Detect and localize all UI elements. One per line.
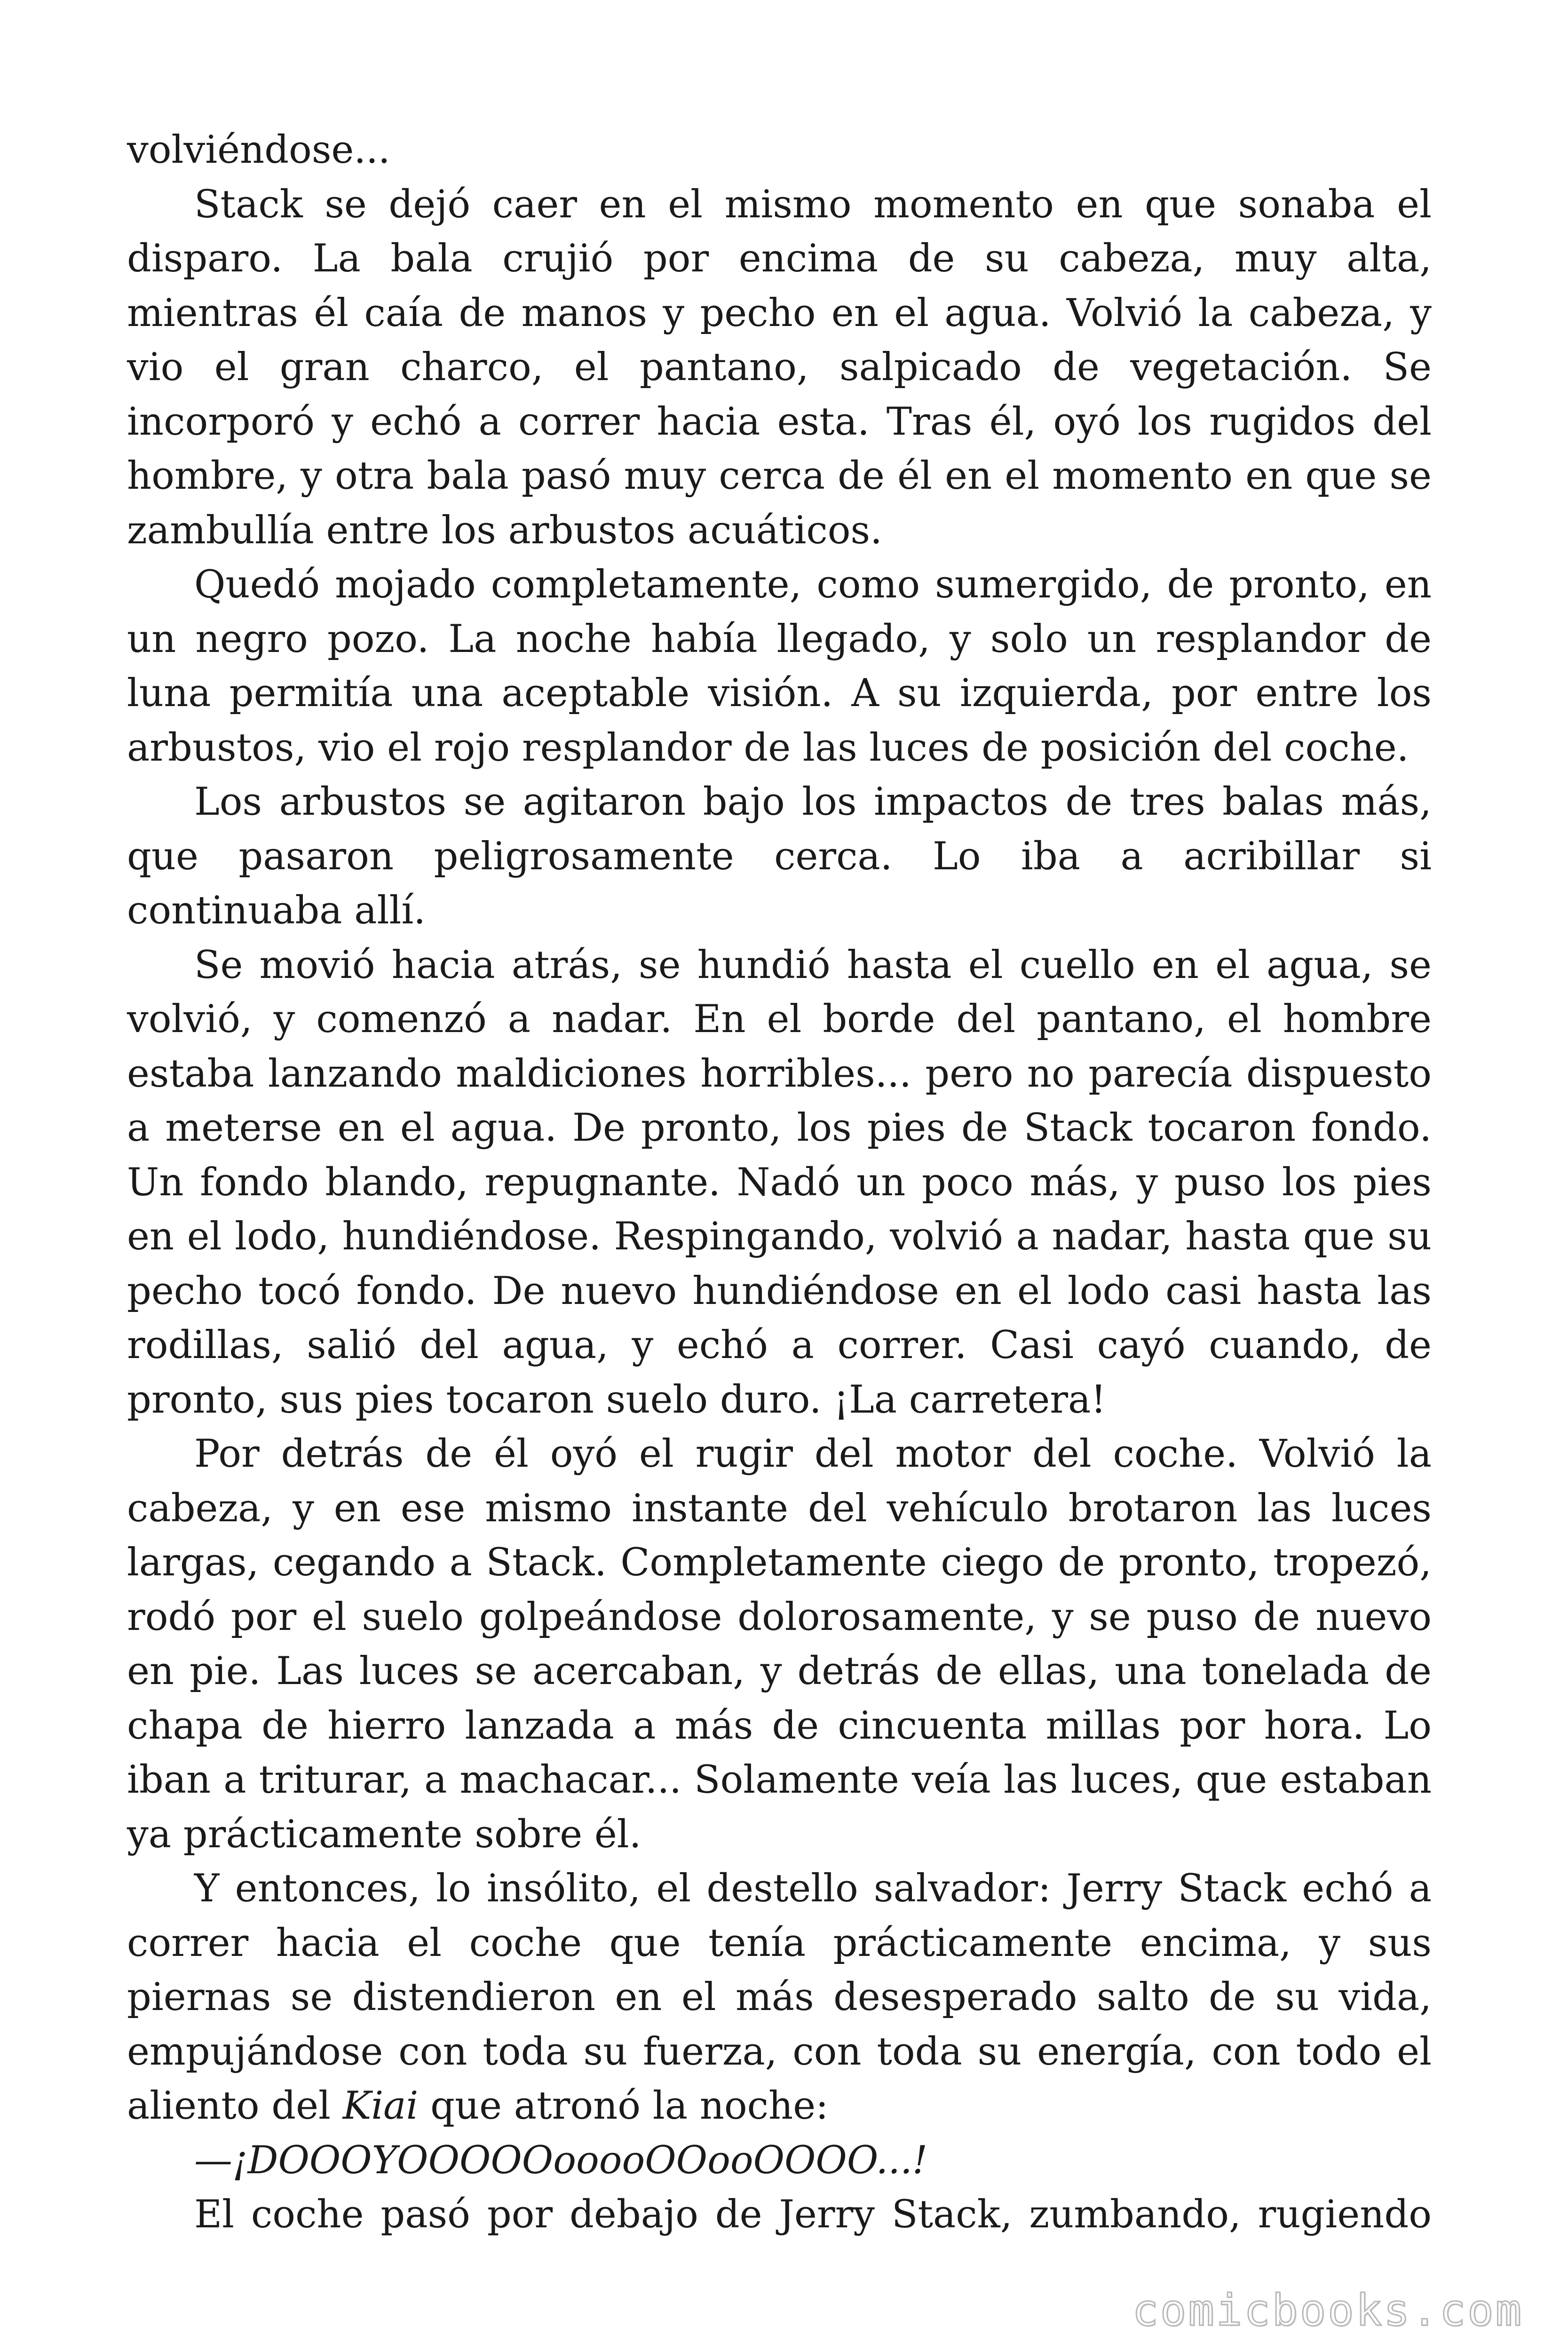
paragraph-text: Y entonces, lo insólito, el destello salvador: Jerry Stack echó a correr hacia el coche que tenía prácticamente encima, y sus piernas se distendieron en el más desesperado salto de su vida, empujándose con toda su fuerza, con toda su energía, con todo el aliento del (127, 1867, 1432, 2128)
kiai-italic-term: Kiai (342, 2084, 419, 2128)
paragraph-final: El coche pasó por debajo de Jerry Stack, zumbando, rugiendo (194, 2193, 1432, 2237)
watermark-logo: comicbooks.com (1132, 2285, 1523, 2336)
paragraph: Por detrás de él oyó el rugir del motor del coche. Volvió la cabeza, y en ese mismo instante del vehículo brotaron las luces largas, cegando a Stack. Completamente ciego de pronto, tropezó, rodó por el suelo golpeándose dolorosamente, y se puso de nuevo en pie. Las luces se acercaban, y detrás de ellas, una tonelada de chapa de hierro lanzada a más de cincuenta millas por hora. Lo iban a triturar, a machacar... Solamente veía las luces, que estaban ya prácticamente sobre él. (127, 1432, 1432, 1857)
paragraph-text: que atronó la noche: (418, 2084, 829, 2128)
page-body (127, 123, 1432, 2242)
paragraph-shout (127, 2134, 1432, 2188)
paragraph: Quedó mojado completamente, como sumergido, de pronto, en un negro pozo. La noche había llegado, y solo un resplandor de luna permitía una aceptable visión. A su izquierda, por entre los arbustos, vio el rojo resplandor de las luces de posición del coche. (127, 563, 1432, 770)
paragraph: Stack se dejó caer en el mismo momento en que sonaba el disparo. La bala crujió por encima de su cabeza, muy alta, mientras él caía de manos y pecho en el agua. Volvió la cabeza, y vio el gran charco, el pantano, salpicado de vegetación. Se incorporó y echó a correr hacia esta. Tras él, oyó los rugidos del hombre, y otra bala pasó muy cerca de él en el momento en que se zambullía entre los arbustos acuáticos. (127, 182, 1432, 553)
shout-italic-text: —¡DOOOYOOOOOooooOOooOOOO...! (194, 2138, 928, 2183)
paragraph-kiai (127, 1862, 1432, 2134)
paragraph: Se movió hacia atrás, se hundió hasta el cuello en el agua, se volvió, y comenzó a nadar. En el borde del pantano, el hombre estaba lanzando maldiciones horribles... pero no parecía dispuesto a meterse en el agua. De pronto, los pies de Stack tocaron fondo. Un fondo blando, repugnante. Nadó un poco más, y puso los pies en el lodo, hundiéndose. Respingando, volvió a nadar, hasta que su pecho tocó fondo. De nuevo hundiéndose en el lodo casi hasta las rodillas, salió del agua, y echó a correr. Casi cayó cuando, de pronto, sus pies tocaron suelo duro. ¡La carretera! (127, 943, 1432, 1422)
paragraph: Los arbustos se agitaron bajo los impactos de tres balas más, que pasaron peligrosamente cerca. Lo iba a acribillar si continuaba allí. (127, 780, 1432, 933)
paragraph-continuation: volviéndose... (127, 128, 390, 172)
